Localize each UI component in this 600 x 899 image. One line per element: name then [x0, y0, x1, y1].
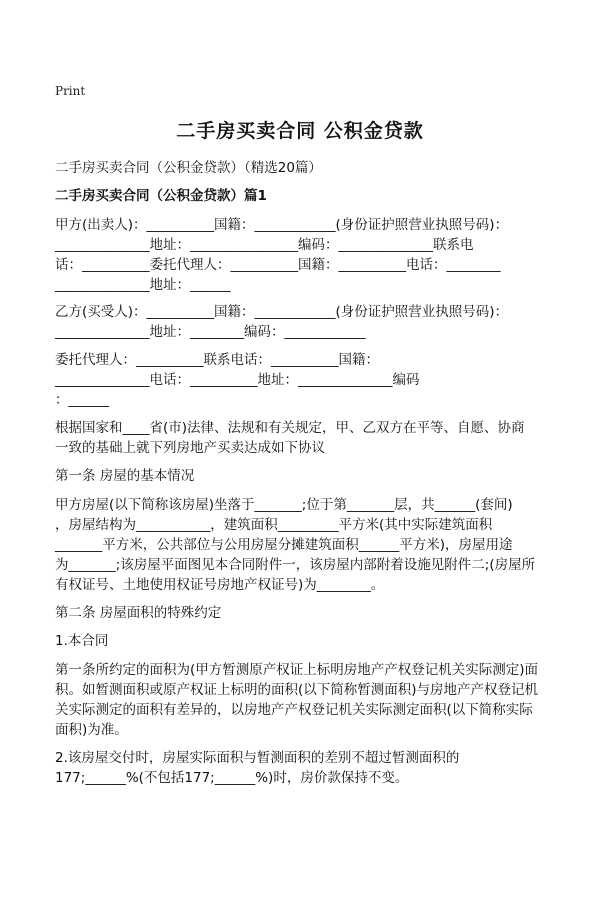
- party-a-line-3: 话：__________委托代理人：__________国籍：__________电话：________: [55, 257, 501, 273]
- section-heading: 二手房买卖合同（公积金贷款）篇1: [55, 188, 267, 204]
- clause-1-heading: 1.本合同: [55, 633, 109, 649]
- article-1-heading: 第一条 房屋的基本情况: [55, 468, 195, 484]
- party-b-line-1: 乙方(买受人)：__________国籍：____________(身份证护照营业执照号码)：: [55, 304, 509, 320]
- agent-line-2: ______________电话：__________地址：______________编码: [55, 372, 420, 388]
- article-1-line-4: 为_______;该房屋平面图见本合同附件一，该房屋内部附着设施见附件二;(房屋所: [55, 557, 536, 573]
- clause-1-line-3: 关实际测定的面积有差异的，以房地产产权登记机关实际测定面积(以下简称实际: [55, 702, 533, 718]
- party-a-line-4: ______________地址：______: [55, 277, 231, 293]
- article-2-heading: 第二条 房屋面积的特殊约定: [55, 605, 222, 621]
- preamble-line-1: 根据国家和____省(市)法律、法规和有关规定，甲、乙双方在平等、自愿、协商: [55, 420, 525, 436]
- article-1-line-1: 甲方房屋(以下简称该房屋)坐落于_______;位于第_______层，共______(套间): [55, 497, 513, 513]
- clause-1-line-1: 第一条所约定的面积为(甲方暂测原产权证上标明房地产产权登记机关实际测定)面: [55, 662, 539, 678]
- document-title: 二手房买卖合同 公积金贷款: [176, 120, 424, 142]
- party-a-line-1: 甲方(出卖人)：__________国籍：____________(身份证护照营业执照号码)：: [55, 217, 509, 233]
- clause-2-line-2: 177;______%(不包括177;______%)时，房价款保持不变。: [55, 770, 409, 786]
- clause-2-line-1: 2.该房屋交付时，房屋实际面积与暂测面积的差别不超过暂测面积的: [55, 750, 460, 766]
- party-b-line-2: ______________地址：________编码：____________: [55, 324, 366, 340]
- clause-1-line-2: 积。如暂测面积或原产权证上标明的面积(以下简称暂测面积)与房地产产权登记机: [55, 682, 539, 698]
- article-1-line-5: 有权证号、土地使用权证号房地产权证号)为________。: [55, 577, 385, 593]
- party-a-line-2: ______________地址：________________编码：______________联系电: [55, 237, 474, 253]
- agent-line-3: ：______: [55, 392, 109, 408]
- document-subtitle: 二手房买卖合同（公积金贷款）（精选20篇）: [55, 160, 322, 176]
- article-1-line-3: _______平方米，公共部位与公用房屋分摊建筑面积______平方米)，房屋用途: [55, 537, 513, 553]
- preamble-line-2: 一致的基础上就下列房地产买卖达成如下协议: [55, 440, 325, 456]
- clause-1-line-4: 面积)为准。: [55, 722, 128, 738]
- article-1-line-2: ，房屋结构为___________，建筑面积_________平方米(其中实际建筑面积: [55, 517, 493, 533]
- agent-line-1: 委托代理人：__________联系电话：__________国籍：: [55, 352, 379, 368]
- print-label: Print: [55, 84, 86, 98]
